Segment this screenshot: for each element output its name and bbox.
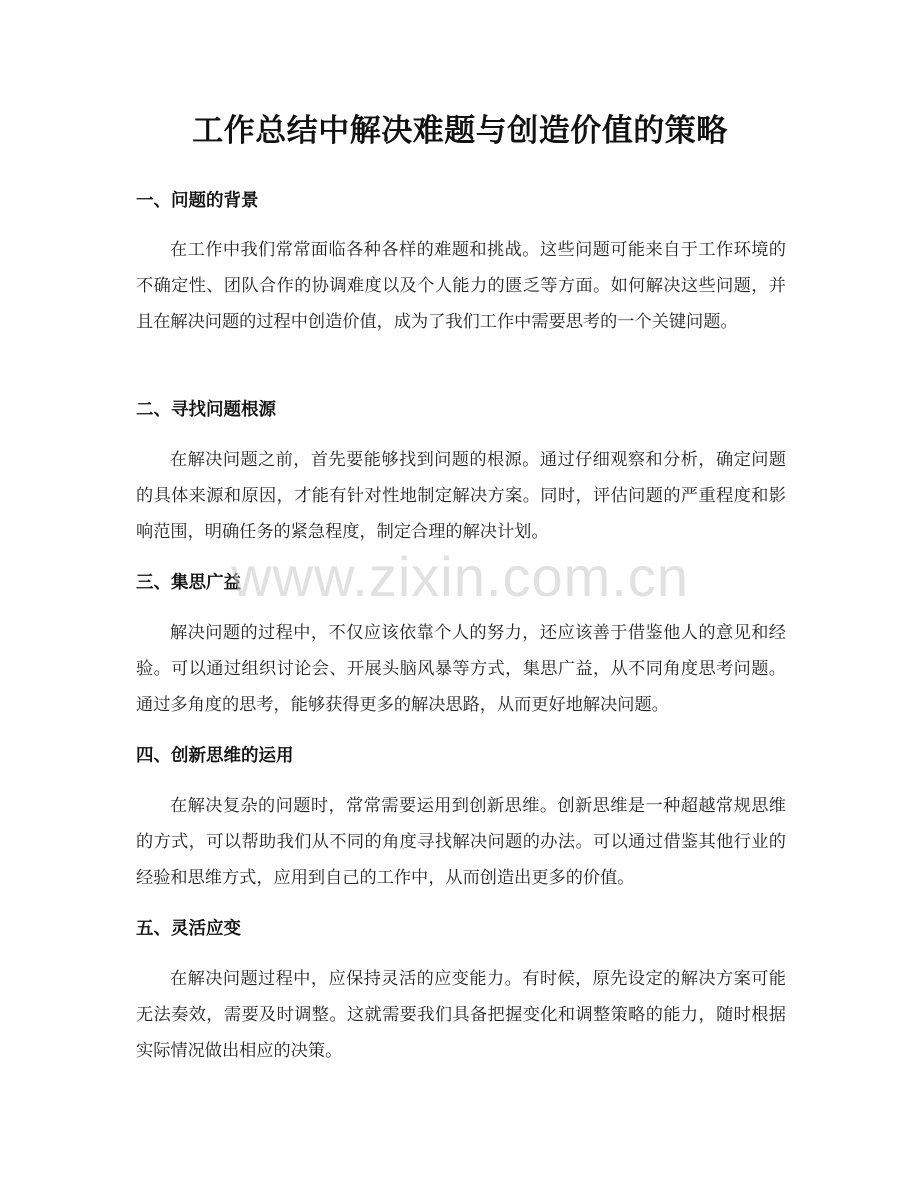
section-paragraph-innovation: 在解决复杂的问题时，常常需要运用到创新思维。创新思维是一种超越常规思维的方式，可以帮助我们从不同的角度寻找解决问题的办法。可以通过借鉴其他行业的经验和思维方式，应用到自己的工作中，从而创造出更多的价值。 (136, 796, 786, 888)
section-heading-background: 一、问题的背景 (136, 191, 259, 211)
watermark: www.zixin.com.cn (231, 545, 689, 608)
section-heading-innovation: 四、创新思维的运用 (136, 746, 294, 766)
section-heading-flexibility: 五、灵活应变 (136, 919, 241, 939)
document-title: 工作总结中解决难题与创造价值的策略 (192, 113, 728, 149)
section-paragraph-root-cause: 在解决问题之前，首先要能够找到问题的根源。通过仔细观察和分析，确定问题的具体来源和原因，才能有针对性地制定解决方案。同时，评估问题的严重程度和影响范围，明确任务的紧急程度，制定合理的解决计划。 (136, 450, 786, 542)
section-paragraph-flexibility: 在解决问题过程中，应保持灵活的应变能力。有时候，原先设定的解决方案可能无法奏效，需要及时调整。这就需要我们具备把握变化和调整策略的能力，随时根据实际情况做出相应的决策。 (136, 969, 786, 1061)
section-heading-brainstorm: 三、集思广益 (136, 573, 241, 593)
section-paragraph-background: 在工作中我们常常面临各种各样的难题和挑战。这些问题可能来自于工作环境的不确定性、团队合作的协调难度以及个人能力的匮乏等方面。如何解决这些问题，并且在解决问题的过程中创造价值，成为了我们工作中需要思考的一个关键问题。 (136, 240, 786, 332)
section-heading-root-cause: 二、寻找问题根源 (136, 400, 276, 420)
section-paragraph-brainstorm: 解决问题的过程中，不仅应该依靠个人的努力，还应该善于借鉴他人的意见和经验。可以通过组织讨论会、开展头脑风暴等方式，集思广益，从不同角度思考问题。通过多角度的思考，能够获得更多的解决思路，从而更好地解决问题。 (136, 623, 786, 715)
